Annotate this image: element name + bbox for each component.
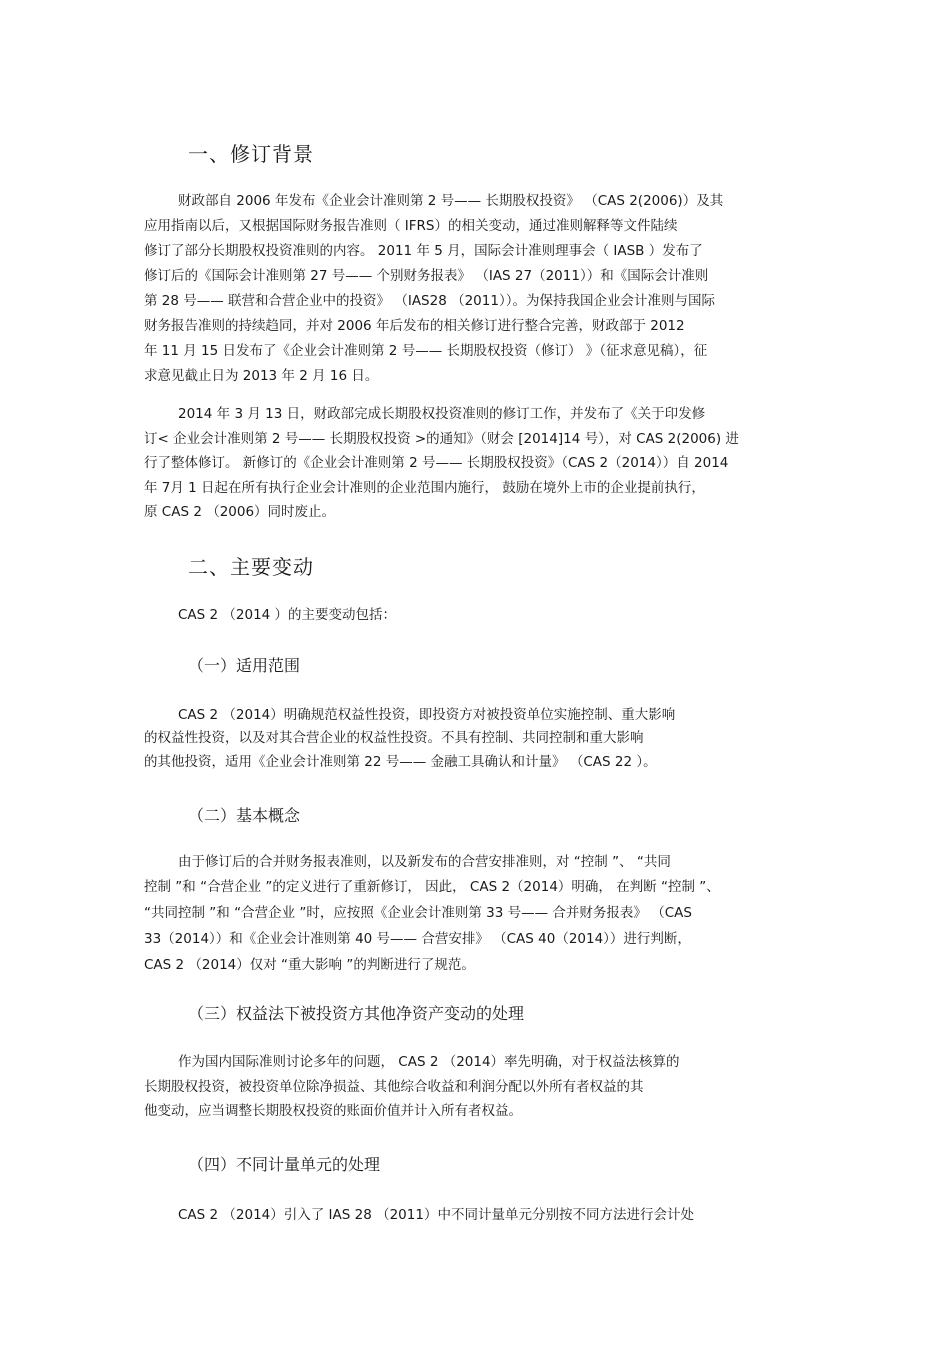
text-line: 33（2014））和《企业会计准则第 40 号—— 合营安排》 （CAS 40（2014））进行判断， bbox=[144, 931, 691, 947]
text-line: 订< 企业会计准则第 2 号—— 长期股权投资 >的通知》（财会 [2014]14 号），对 CAS 2(2006) 进 bbox=[144, 431, 739, 447]
text-line: 作为国内国际准则讨论多年的问题， CAS 2 （2014）率先明确，对于权益法核算的 bbox=[178, 1054, 680, 1070]
text-line: 控制 ”和 “合营企业 ”的定义进行了重新修订， 因此， CAS 2（2014）明确， 在判断 “控制 ”、 bbox=[144, 879, 720, 895]
text-line: 第 28 号—— 联营和合营企业中的投资》 （IAS28 （2011））。为保持我国企业会计准则与国际 bbox=[144, 293, 715, 309]
text-line: 由于修订后的合并财务报表准则，以及新发布的合营安排准则，对 “控制 ”、 “共同 bbox=[178, 854, 671, 870]
text-line: CAS 2 （2014）明确规范权益性投资，即投资方对被投资单位实施控制、重大影响 bbox=[178, 707, 676, 723]
subheading-equity-method: （三）权益法下被投资方其他净资产变动的处理 bbox=[188, 1004, 525, 1023]
section-heading-changes: 二、主要变动 bbox=[188, 555, 314, 579]
text-line: CAS 2 （2014）仅对 “重大影响 ”的判断进行了规范。 bbox=[144, 957, 475, 973]
subheading-measurement-units: （四）不同计量单元的处理 bbox=[188, 1155, 381, 1174]
text-line: “共同控制 ”和 “合营企业 ”时，应按照《企业会计准则第 33 号—— 合并财务报表》 （CAS bbox=[144, 905, 692, 921]
text-line: 的权益性投资，以及对其合营企业的权益性投资。不具有控制、共同控制和重大影响 bbox=[144, 730, 644, 746]
changes-intro: CAS 2 （2014 ）的主要变动包括： bbox=[178, 607, 397, 623]
text-line: 修订了部分长期股权投资准则的内容。 2011 年 5 月，国际会计准则理事会（ IASB ）发布了 bbox=[144, 243, 703, 259]
text-line: 的其他投资，适用《企业会计准则第 22 号—— 金融工具确认和计量》 （CAS 22 ）。 bbox=[144, 754, 657, 770]
subheading-concepts: （二）基本概念 bbox=[188, 806, 301, 825]
text-line: 修订后的《国际会计准则第 27 号—— 个别财务报表》 （IAS 27（2011））和《国际会计准则 bbox=[144, 268, 709, 284]
text-line: 应用指南以后，又根据国际财务报告准则（ IFRS）的相关变动，通过准则解释等文件陆续 bbox=[144, 218, 678, 234]
text-line: CAS 2 （2014）引入了 IAS 28 （2011）中不同计量单元分别按不同方法进行会计处 bbox=[178, 1207, 694, 1223]
text-line: 年 7月 1 日起在所有执行企业会计准则的企业范围内施行， 鼓励在境外上市的企业提前执行， bbox=[144, 480, 705, 496]
text-line: 财务报告准则的持续趋同，并对 2006 年后发布的相关修订进行整合完善，财政部于 2012 bbox=[144, 318, 685, 334]
text-line: 财政部自 2006 年发布《企业会计准则第 2 号—— 长期股权投资》 （CAS 2(2006)）及其 bbox=[178, 193, 724, 209]
section-heading-background: 一、修订背景 bbox=[188, 142, 314, 166]
text-line: 求意见截止日为 2013 年 2 月 16 日。 bbox=[144, 368, 379, 384]
text-line: 原 CAS 2 （2006）同时废止。 bbox=[144, 504, 336, 520]
text-line: 年 11 月 15 日发布了《企业会计准则第 2 号—— 长期股权投资（修订） 》（征求意见稿），征 bbox=[144, 343, 708, 359]
text-line: 长期股权投资，被投资单位除净损益、其他综合收益和利润分配以外所有者权益的其 bbox=[144, 1079, 644, 1095]
text-line: 2014 年 3 月 13 日，财政部完成长期股权投资准则的修订工作，并发布了《关于印发修 bbox=[178, 406, 706, 422]
subheading-scope: （一）适用范围 bbox=[188, 656, 301, 675]
text-line: 他变动，应当调整长期股权投资的账面价值并计入所有者权益。 bbox=[144, 1103, 522, 1119]
text-line: 行了整体修订。 新修订的《企业会计准则第 2 号—— 长期股权投资》（CAS 2（2014））自 2014 bbox=[144, 455, 729, 471]
